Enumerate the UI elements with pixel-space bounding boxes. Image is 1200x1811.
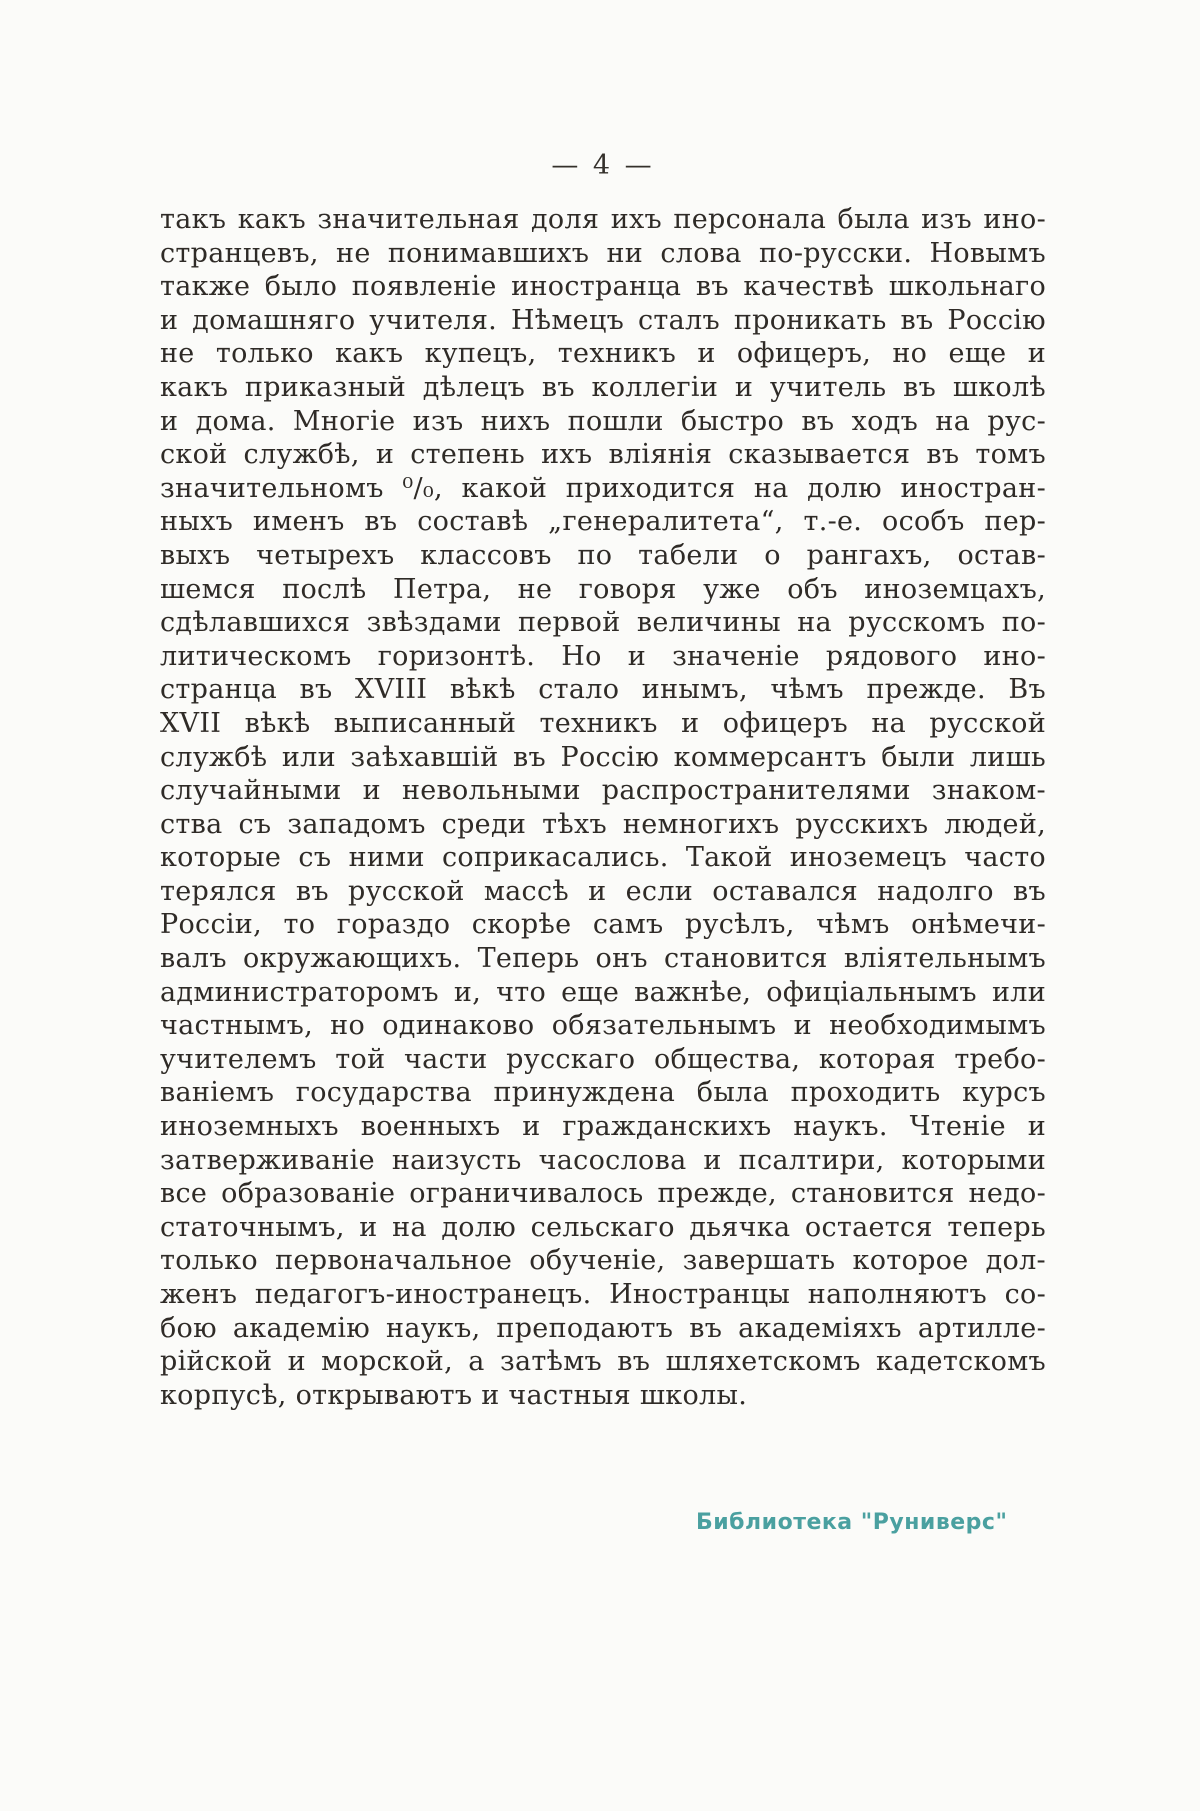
text-line: Россіи, то гораздо скорѣе самъ русѣлъ, чѣмъ онѣмечи- [160, 909, 1046, 941]
page-number: — 4 — [551, 150, 655, 181]
text-line: администраторомъ и, что еще важнѣе, офиціальнымъ или [160, 976, 1046, 1008]
text-line: ства съ западомъ среди тѣхъ немногихъ русскихъ людей, [160, 808, 1046, 840]
text-line: выхъ четырехъ классовъ по табели о рангахъ, остав- [160, 539, 1046, 571]
text-line: случайными и невольными распространителями знаком- [160, 775, 1046, 807]
text-line: затверживаніе наизусть часослова и псалтири, которыми [160, 1144, 1046, 1176]
text-line: такъ какъ значительная доля ихъ персонала была изъ ино- [160, 204, 1046, 235]
text-line: и дома. Многіе изъ нихъ пошли быстро въ ходъ на рус- [160, 405, 1046, 437]
text-line: все образованіе ограничивалось прежде, становится недо- [160, 1178, 1046, 1210]
text-line: только первоначальное обученіе, завершать которое дол- [160, 1245, 1046, 1277]
text-line: рійской и морской, а затѣмъ въ шляхетскомъ кадетскомъ [160, 1346, 1046, 1378]
body-text [160, 203, 1046, 1412]
text-line: сдѣлавшихся звѣздами первой величины на русскомъ по- [160, 607, 1046, 639]
text-line: не только какъ купецъ, техникъ и офицеръ, но еще и [160, 338, 1046, 370]
text-line: и домашняго учителя. Нѣмецъ сталъ проникать въ Россію [160, 304, 1046, 336]
text-line: странца въ XVIII вѣкѣ стало инымъ, чѣмъ прежде. Въ [160, 674, 1046, 706]
text-line: XVII вѣкѣ выписанный техникъ и офицеръ на русской [160, 707, 1046, 739]
text-line: иноземныхъ военныхъ и гражданскихъ наукъ. Чтеніе и [160, 1111, 1046, 1143]
text-line: которые съ ними соприкасались. Такой иноземецъ часто [160, 842, 1046, 874]
text-line: учителемъ той части русскаго общества, которая требо- [160, 1043, 1046, 1075]
text-line: ской службѣ, и степень ихъ вліянія сказывается въ томъ [160, 439, 1046, 471]
text-line: значительномъ ⁰/₀, какой приходится на долю иностран- [160, 472, 1046, 504]
text-line: ваніемъ государства принуждена была проходить курсъ [160, 1077, 1046, 1109]
text-line: частнымъ, но одинаково обязательнымъ и необходимымъ [160, 1010, 1046, 1042]
text-line: литическомъ горизонтѣ. Но и значеніе рядового ино- [160, 640, 1046, 672]
text-line: бою академію наукъ, преподаютъ въ академіяхъ артилле- [160, 1312, 1046, 1344]
text-line: также было появленіе иностранца въ качествѣ школьнаго [160, 271, 1046, 303]
text-line: терялся въ русской массѣ и если оставался надолго въ [160, 875, 1046, 907]
text-line: службѣ или заѣхавшій въ Россію коммерсантъ были лишь [160, 741, 1046, 773]
library-watermark: Библиотека "Руниверс" [696, 1510, 1008, 1535]
text-line: статочнымъ, и на долю сельскаго дьячка остается теперь [160, 1211, 1046, 1243]
text-line: ныхъ именъ въ составѣ „генералитета“, т.-е. особъ пер- [160, 506, 1046, 538]
text-line: странцевъ, не понимавшихъ ни слова по-русски. Новымъ [160, 237, 1046, 269]
text-line: какъ приказный дѣлецъ въ коллегіи и учитель въ школѣ [160, 371, 1046, 403]
text-line: шемся послѣ Петра, не говоря уже объ иноземцахъ, [160, 573, 1046, 605]
text-line: валъ окружающихъ. Теперь онъ становится вліятельнымъ [160, 943, 1046, 975]
text-line: женъ педагогъ-иностранецъ. Иностранцы наполняютъ со- [160, 1279, 1046, 1310]
text-line: корпусѣ, открываютъ и частныя школы. [160, 1379, 748, 1411]
